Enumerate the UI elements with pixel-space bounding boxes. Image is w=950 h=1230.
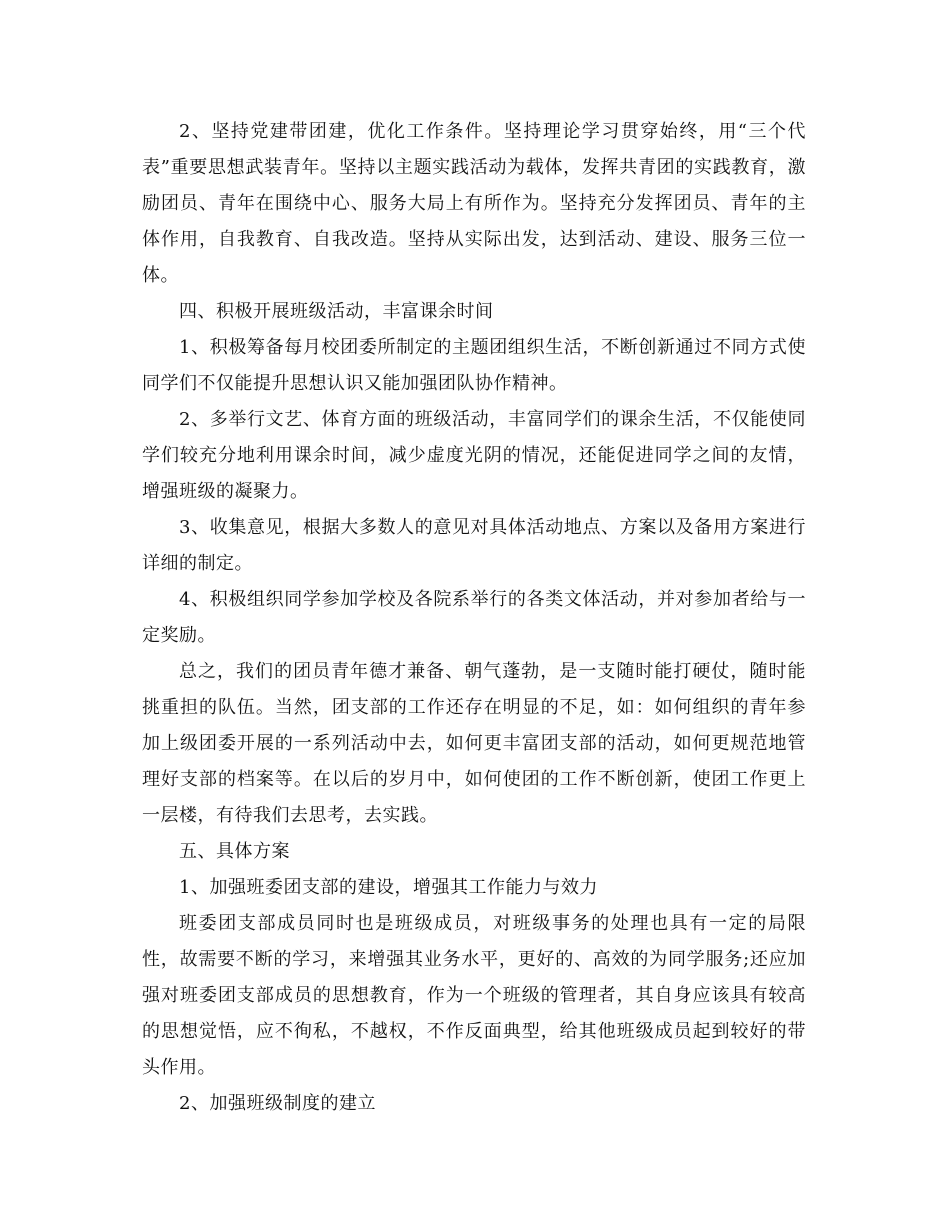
paragraph-item-4: 4、积极组织同学参加学校及各院系举行的各类文体活动，并对参加者给与一定奖励。 (142, 589, 806, 646)
subheading-5-2: 2、加强班级制度的建立 (179, 1093, 376, 1114)
paragraph-party-building: 2、坚持党建带团建，优化工作条件。坚持理论学习贯穿始终，用“三个代表”重要思想武装青年。坚持以主题实践活动为载体，发挥共青团的实践教育，激励团员、青年在围绕中心、服务大局上有所作为。坚持充分发挥团员、青年的主体作用，自我教育、自我改造。坚持从实际出发，达到活动、建设、服务三位一体。 (142, 121, 806, 286)
document-body (142, 114, 806, 1122)
subheading-5-1: 1、加强班委团支部的建设，增强其工作能力与效力 (179, 877, 598, 898)
section-heading-5: 五、具体方案 (179, 841, 290, 862)
section-heading-4: 四、积极开展班级活动，丰富课余时间 (179, 301, 494, 322)
paragraph-item-2: 2、多举行文艺、体育方面的班级活动，丰富同学们的课余生活，不仅能使同学们较充分地利用课余时间，减少虚度光阴的情况，还能促进同学之间的友情，增强班级的凝聚力。 (142, 409, 806, 502)
paragraph-item-3: 3、收集意见，根据大多数人的意见对具体活动地点、方案以及备用方案进行详细的制定。 (142, 517, 806, 574)
paragraph-class-committee: 班委团支部成员同时也是班级成员，对班级事务的处理也具有一定的局限性，故需要不断的学习，来增强其业务水平，更好的、高效的为同学服务;还应加强对班委团支部成员的思想教育，作为一个班级的管理者，其自身应该具有较高的思想觉悟，应不徇私，不越权，不作反面典型，给其他班级成员起到较好的带头作用。 (142, 913, 806, 1078)
paragraph-summary: 总之，我们的团员青年德才兼备、朝气蓬勃，是一支随时能打硬仗，随时能挑重担的队伍。当然，团支部的工作还存在明显的不足，如：如何组织的青年参加上级团委开展的一系列活动中去，如何更丰富团支部的活动，如何更规范地管理好支部的档案等。在以后的岁月中，如何使团的工作不断创新，使团工作更上一层楼，有待我们去思考，去实践。 (142, 661, 806, 826)
paragraph-item-1: 1、积极筹备每月校团委所制定的主题团组织生活，不断创新通过不同方式使同学们不仅能提升思想认识又能加强团队协作精神。 (142, 337, 806, 394)
